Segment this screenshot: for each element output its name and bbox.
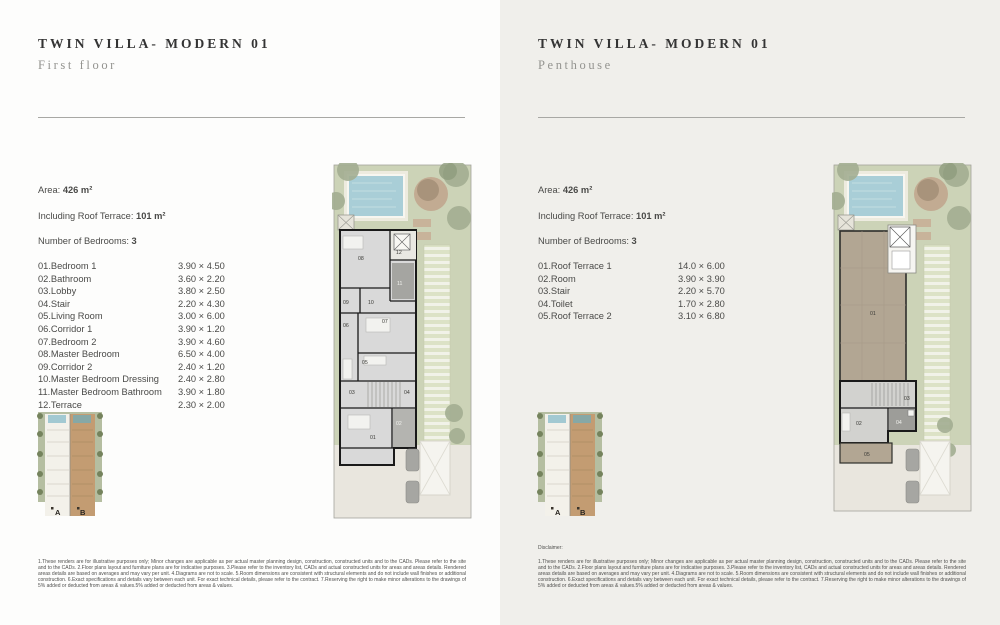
panel-subtitle: First floor xyxy=(38,58,117,72)
divider-line xyxy=(38,117,465,118)
plan-room-label: 07 xyxy=(382,319,388,325)
plan-room-label: 11 xyxy=(397,281,403,287)
room-dimensions: 3.60 × 2.20 xyxy=(178,273,225,284)
room-dimensions: 3.90 × 1.80 xyxy=(178,386,225,397)
room-dimensions: 6.50 × 4.00 xyxy=(178,349,225,360)
plan-room-label: 08 xyxy=(358,256,364,262)
plan-room-label: 04 xyxy=(896,420,902,426)
plan-room-label: 01 xyxy=(370,435,376,441)
room-table xyxy=(38,260,225,411)
room-dimensions: 1.70 × 2.80 xyxy=(678,298,725,309)
area-value: 426 m² xyxy=(62,185,93,195)
room-dimensions: 3.10 × 6.80 xyxy=(678,311,725,322)
room-name: 03.Lobby xyxy=(38,286,77,297)
plan-room-label: 06 xyxy=(343,323,349,329)
room-row xyxy=(538,273,725,286)
room-name: 04.Stair xyxy=(38,298,71,309)
penthouse-panel xyxy=(500,0,1000,625)
floor-plan-first-floor xyxy=(332,163,473,520)
room-name: 07.Bedroom 2 xyxy=(38,336,97,347)
plan-room-label: 09 xyxy=(343,300,349,306)
room-row xyxy=(38,323,225,336)
room-dimensions: 2.40 × 2.80 xyxy=(178,374,225,385)
key-plan-unit-b-label: B xyxy=(80,508,86,517)
room-name: 09.Corridor 2 xyxy=(38,361,93,372)
disclaimer-text: 1.These renders are for illustrative purposes only; Minor changes are applicable as per actual master planning design, construction, constructed units and to the CADs. Please refer to the site and to the CADs. 2.Floor plans layout and furniture plans are for indicative purposes. 3.Please refer to the inventory list, CADs and actual constructed units for areas and areas details. Rendered areas details are based on averages and may vary per unit. 4.Diagrams are not to scale. 5.Room dimensions are consistent with structural elements and do not include wall finishes or additional construction. 6.Exact specifications and details vary between each unit. For exact technical details, please refer to the contract. 7.Reserving the right to make minor alterations to the drawings of 5% added or deducted from areas & values.5% added or deducted from areas & values. xyxy=(538,559,966,589)
roof-terrace-line xyxy=(538,211,666,221)
unit-info xyxy=(38,185,166,262)
area-line xyxy=(38,185,166,195)
room-row xyxy=(38,298,225,311)
room-name: 10.Master Bedroom Dressing xyxy=(38,374,159,385)
room-dimensions: 3.90 × 4.50 xyxy=(178,261,225,271)
room-row xyxy=(38,336,225,349)
room-dimensions: 2.20 × 5.70 xyxy=(678,286,725,297)
bedrooms-value: 3 xyxy=(131,236,137,246)
room-dimensions: 14.0 × 6.00 xyxy=(678,261,725,271)
room-row xyxy=(538,298,725,311)
roof-terrace-line xyxy=(38,211,166,221)
disclaimer-label: Disclaimer: xyxy=(538,545,563,551)
plan-room-label: 12 xyxy=(396,250,402,256)
room-dimensions: 2.20 × 4.30 xyxy=(178,298,225,309)
key-plan-unit-a-label: A xyxy=(555,508,561,517)
divider-line xyxy=(538,117,965,118)
plan-room-label: 05 xyxy=(864,452,870,458)
room-dimensions: 3.90 × 1.20 xyxy=(178,323,225,334)
room-dimensions: 3.90 × 3.90 xyxy=(678,273,725,284)
bedrooms-value: 3 xyxy=(631,236,637,246)
room-dimensions: 2.30 × 2.00 xyxy=(178,399,225,410)
room-dimensions: 3.80 × 2.50 xyxy=(178,286,225,297)
area-line xyxy=(538,185,666,195)
panel-title: TWIN VILLA- MODERN 01 xyxy=(38,36,271,51)
room-name: 02.Bathroom xyxy=(38,273,92,284)
room-row xyxy=(538,285,725,298)
room-name: 01.Roof Terrace 1 xyxy=(538,261,612,271)
room-row xyxy=(38,373,225,386)
room-row xyxy=(538,260,725,273)
floor-plan-penthouse xyxy=(832,163,973,513)
room-name: 04.Toilet xyxy=(538,298,573,309)
key-plan xyxy=(536,412,604,520)
bedrooms-line xyxy=(38,236,166,246)
bedrooms-label: Number of Bedrooms: xyxy=(538,236,629,246)
room-name: 05.Living Room xyxy=(38,311,103,322)
room-dimensions: 3.00 × 6.00 xyxy=(178,311,225,322)
room-table xyxy=(538,260,725,323)
area-label: Area: xyxy=(538,185,561,195)
room-row xyxy=(38,285,225,298)
disclaimer-text: 1.These renders are for illustrative purposes only; Minor changes are applicable as per actual master planning design, construction, constructed units and to the CADs. Please refer to the site and to the CADs. 2.Floor plans layout and furniture plans are for indicative purposes. 3.Please refer to the inventory list, CADs and actual constructed units for areas and areas details. Rendered areas details are based on averages and may vary per unit. 4.Diagrams are not to scale. 5.Room dimensions are consistent with structural elements and do not include wall finishes or additional construction. 6.Exact specifications and details vary between each unit. For exact technical details, please refer to the contract. 7.Reserving the right to make minor alterations to the drawings of 5% added or deducted from areas & values.5% added or deducted from areas & values. xyxy=(38,559,466,589)
room-row xyxy=(38,273,225,286)
bedrooms-label: Number of Bedrooms: xyxy=(38,236,129,246)
plan-room-label: 05 xyxy=(362,360,368,366)
roof-terrace-label: Including Roof Terrace: xyxy=(38,210,134,221)
roof-terrace-label: Including Roof Terrace: xyxy=(538,210,634,221)
plan-room-label: 03 xyxy=(349,390,355,396)
roof-terrace-value: 101 m² xyxy=(136,210,166,221)
key-plan-unit-b-label: B xyxy=(580,508,586,517)
room-name: 03.Stair xyxy=(538,286,571,297)
plan-room-label: 10 xyxy=(368,300,374,306)
panel-title: TWIN VILLA- MODERN 01 xyxy=(538,36,771,51)
plan-room-label: 04 xyxy=(404,390,410,396)
room-row xyxy=(38,348,225,361)
room-name: 02.Room xyxy=(538,273,576,284)
room-name: 01.Bedroom 1 xyxy=(38,261,97,271)
room-row xyxy=(38,310,225,323)
area-value: 426 m² xyxy=(562,185,593,195)
key-plan-unit-a-label: A xyxy=(55,508,61,517)
plan-room-label: 02 xyxy=(396,421,402,427)
room-row xyxy=(38,361,225,374)
room-name: 12.Terrace xyxy=(38,399,82,410)
room-name: 06.Corridor 1 xyxy=(38,323,93,334)
roof-terrace-value: 101 m² xyxy=(636,210,666,221)
area-label: Area: xyxy=(38,185,61,195)
plan-room-label: 02 xyxy=(856,421,862,427)
panel-subtitle: Penthouse xyxy=(538,58,613,72)
bedrooms-line xyxy=(538,236,666,246)
unit-info xyxy=(538,185,666,262)
key-plan xyxy=(36,412,104,520)
room-row xyxy=(538,310,725,323)
room-row xyxy=(38,386,225,399)
room-name: 11.Master Bedroom Bathroom xyxy=(38,386,162,397)
room-name: 05.Roof Terrace 2 xyxy=(538,311,612,322)
room-row xyxy=(38,260,225,273)
room-dimensions: 3.90 × 4.60 xyxy=(178,336,225,347)
room-name: 08.Master Bedroom xyxy=(38,349,120,360)
room-row xyxy=(38,399,225,412)
plan-room-label: 01 xyxy=(870,311,876,317)
plan-room-label: 03 xyxy=(904,396,910,402)
room-dimensions: 2.40 × 1.20 xyxy=(178,361,225,372)
